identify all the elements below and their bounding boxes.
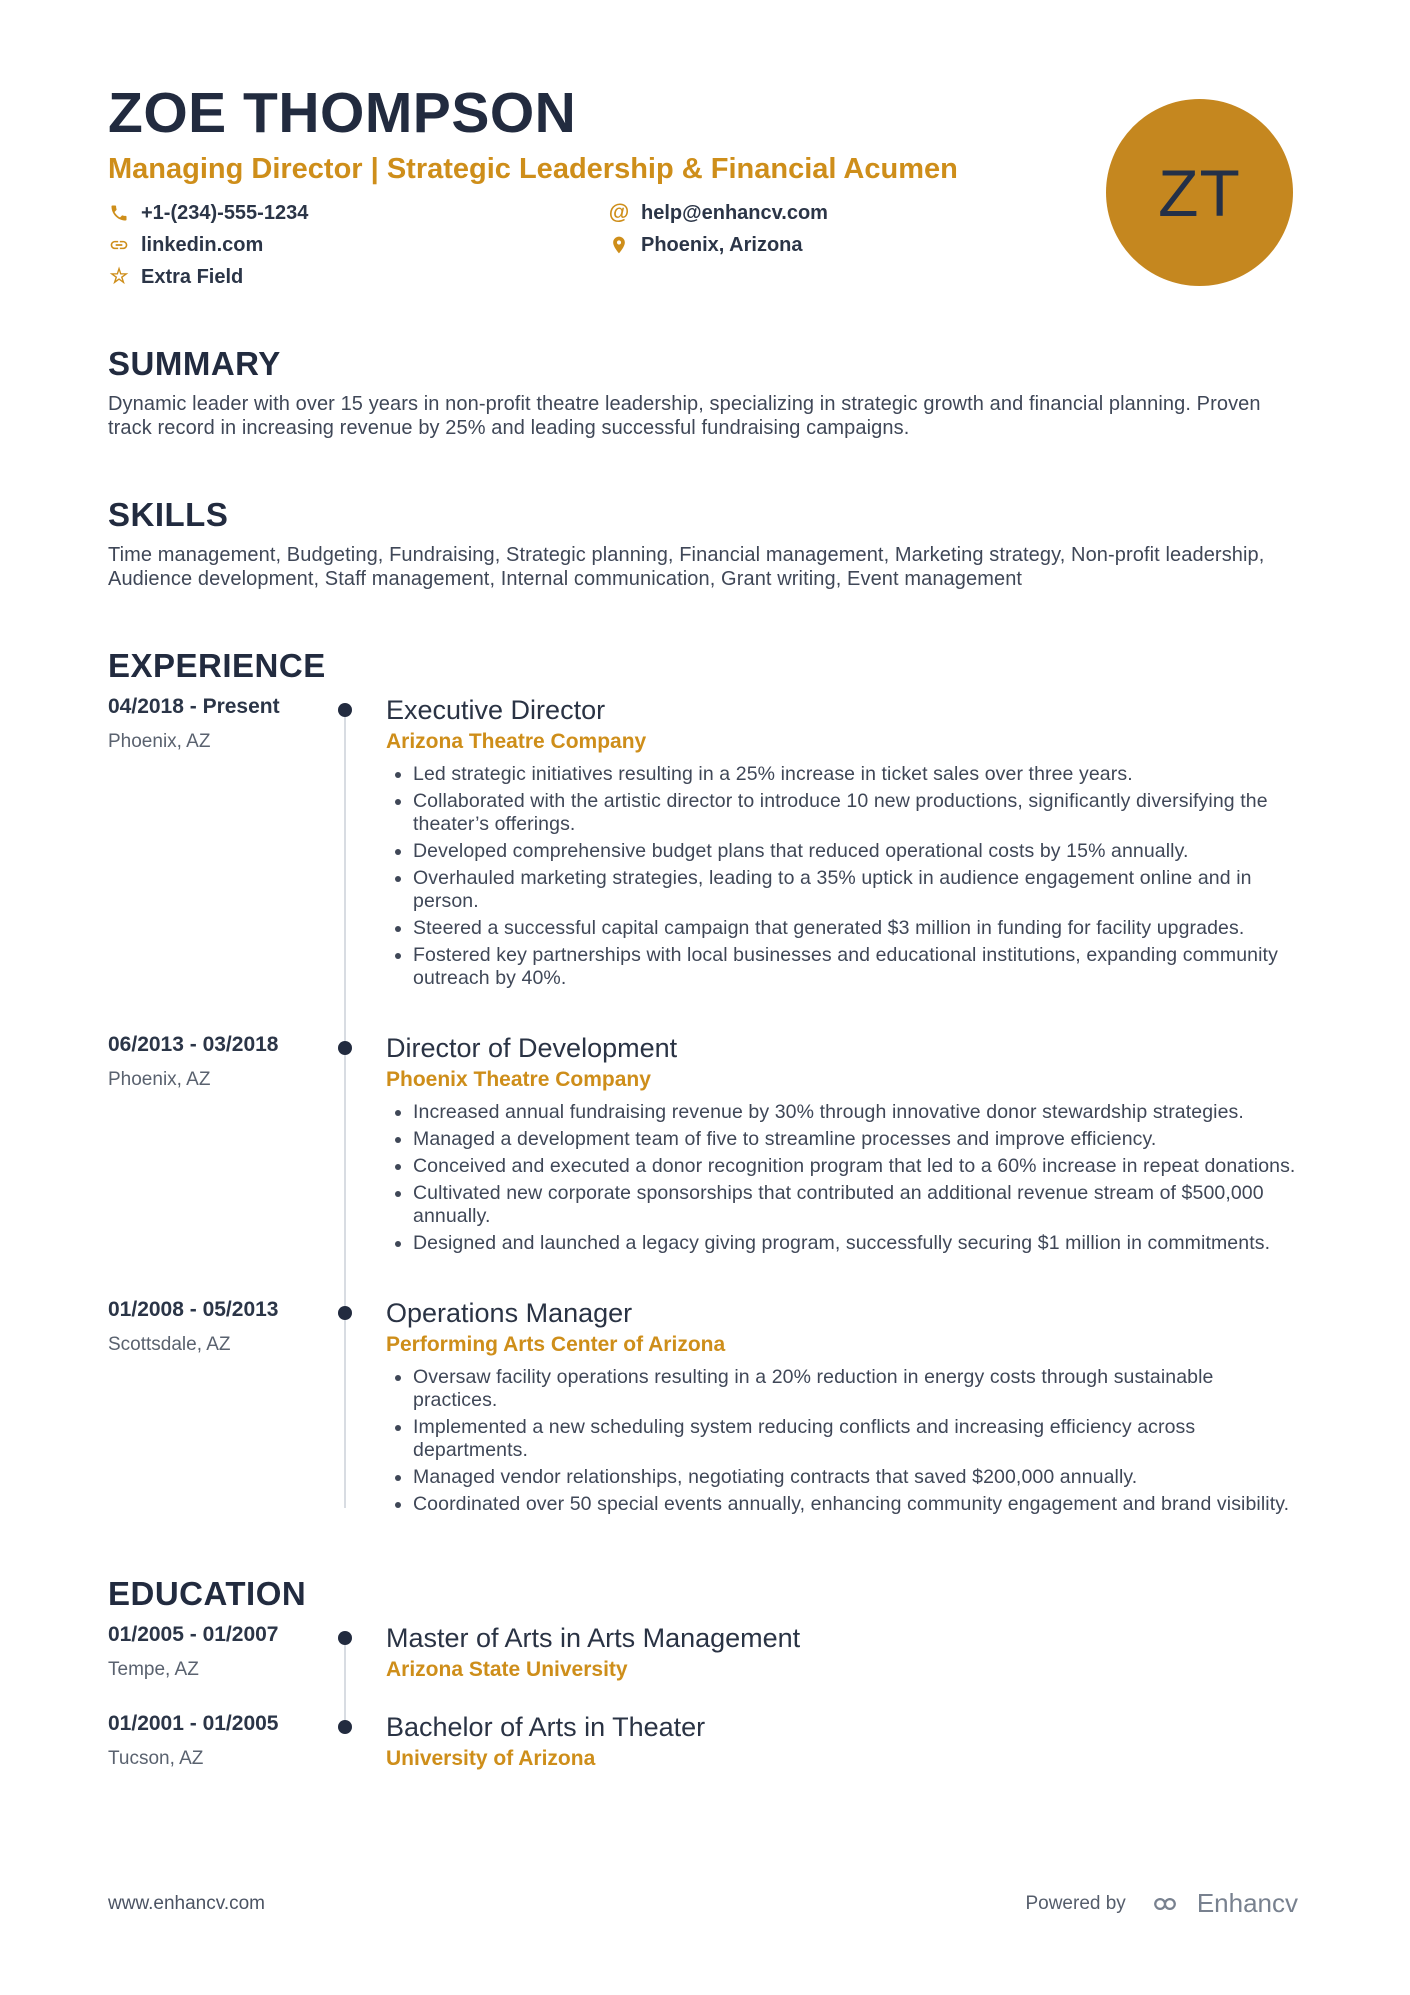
location-pin-icon bbox=[608, 234, 630, 256]
skills-text: Time management, Budgeting, Fundraising, Strategic planning, Financial management, Marketing strategy, Non-profit leadership, Audience development, Staff management, Internal communication, Grant writing, Event management bbox=[108, 543, 1265, 591]
company-name: Phoenix Theatre Company bbox=[386, 1067, 651, 1091]
bullet-item: • Overhauled marketing strategies, leading to a 35% uptick in audience engagement online and in person. bbox=[413, 867, 1302, 913]
person-name: ZOE THOMPSON bbox=[108, 81, 577, 145]
education-section bbox=[108, 1574, 1302, 1772]
summary-heading: SUMMARY bbox=[108, 344, 281, 382]
contact-email[interactable] bbox=[608, 200, 1108, 226]
job-title: Operations Manager bbox=[386, 1297, 633, 1328]
bullet-item: • Conceived and executed a donor recognition program that led to a 60% increase in repeat donations. bbox=[413, 1155, 1302, 1178]
school-name: University of Arizona bbox=[386, 1746, 596, 1770]
extra-field-text: Extra Field bbox=[141, 265, 244, 288]
bullet-item: • Designed and launched a legacy giving program, successfully securing $1 million in commitments. bbox=[413, 1232, 1302, 1255]
summary-section bbox=[108, 344, 1302, 441]
star-icon: ☆ bbox=[109, 264, 129, 288]
job-bullets bbox=[386, 763, 1302, 990]
entry-dates: 04/2018 - Present bbox=[108, 694, 280, 718]
job-bullets bbox=[386, 1101, 1302, 1255]
entry-meta bbox=[108, 1622, 322, 1683]
entry-location: Scottsdale, AZ bbox=[108, 1333, 231, 1355]
entry-location: Tucson, AZ bbox=[108, 1747, 204, 1769]
experience-section bbox=[108, 646, 1302, 1520]
entry-meta bbox=[108, 694, 322, 994]
experience-timeline bbox=[108, 694, 1302, 1520]
timeline-dot bbox=[338, 1720, 352, 1734]
enhancv-brand-name: Enhancv bbox=[1196, 1888, 1298, 1918]
timeline-dot bbox=[338, 703, 352, 717]
entry-dates: 01/2001 - 01/2005 bbox=[108, 1711, 279, 1735]
entry-location: Tempe, AZ bbox=[108, 1658, 199, 1680]
bullet-item: • Led strategic initiatives resulting in a 25% increase in ticket sales over three years. bbox=[413, 763, 1302, 786]
location-text: Phoenix, Arizona bbox=[641, 233, 803, 256]
contact-location bbox=[608, 232, 1108, 258]
bullet-item: • Managed a development team of five to streamline processes and improve efficiency. bbox=[413, 1128, 1302, 1151]
entry-content bbox=[322, 694, 1302, 994]
education-timeline bbox=[108, 1622, 1302, 1772]
bullet-item: • Cultivated new corporate sponsorships that contributed an additional revenue stream of $500,000 annually. bbox=[413, 1182, 1302, 1228]
entry-meta bbox=[108, 1297, 322, 1520]
bullet-item: • Developed comprehensive budget plans that reduced operational costs by 15% annually. bbox=[413, 840, 1302, 863]
contact-extra-field bbox=[108, 264, 608, 290]
job-title: Director of Development bbox=[386, 1032, 678, 1063]
bullet-item: • Managed vendor relationships, negotiating contracts that saved $200,000 annually. bbox=[413, 1466, 1302, 1489]
entry-content bbox=[322, 1297, 1302, 1520]
enhancv-url[interactable]: www.enhancv.com bbox=[108, 1892, 265, 1914]
skills-heading: SKILLS bbox=[108, 495, 229, 533]
skills-section bbox=[108, 495, 1302, 592]
experience-heading: EXPERIENCE bbox=[108, 646, 326, 684]
experience-entry bbox=[108, 1297, 1302, 1520]
company-name: Performing Arts Center of Arizona bbox=[386, 1332, 726, 1356]
bullet-item: • Coordinated over 50 special events annually, enhancing community engagement and brand visibility. bbox=[413, 1493, 1302, 1516]
website-url: linkedin.com bbox=[141, 233, 264, 256]
page-footer bbox=[108, 1888, 1298, 1919]
contact-phone bbox=[108, 200, 608, 226]
degree-title: Bachelor of Arts in Theater bbox=[386, 1711, 706, 1742]
bullet-item: • Fostered key partnerships with local businesses and educational institutions, expanding community outreach by 40%. bbox=[413, 944, 1302, 990]
entry-location: Phoenix, AZ bbox=[108, 730, 211, 752]
contact-website[interactable] bbox=[108, 232, 608, 258]
at-icon: @ bbox=[608, 200, 630, 224]
enhancv-brand[interactable] bbox=[1142, 1888, 1298, 1919]
headline: Managing Director | Strategic Leadership & Financial Acumen bbox=[108, 152, 958, 185]
entry-meta bbox=[108, 1711, 322, 1772]
experience-entry bbox=[108, 694, 1302, 994]
bullet-item: • Increased annual fundraising revenue by 30% through innovative donor stewardship strategies. bbox=[413, 1101, 1302, 1124]
contact-list bbox=[108, 200, 1108, 290]
avatar-initials: ZT bbox=[1158, 155, 1241, 230]
timeline-dot bbox=[338, 1041, 352, 1055]
powered-by bbox=[1025, 1888, 1298, 1919]
entry-content bbox=[322, 1032, 1302, 1259]
degree-title: Master of Arts in Arts Management bbox=[386, 1622, 801, 1653]
phone-icon bbox=[108, 202, 130, 224]
education-heading: EDUCATION bbox=[108, 1574, 307, 1612]
summary-text: Dynamic leader with over 15 years in non-profit theatre leadership, specializing in strategic growth and financial planning. Proven track record in increasing revenue by 25% and leading successful fundraising campaigns. bbox=[108, 392, 1261, 440]
powered-by-label: Powered by bbox=[1025, 1892, 1126, 1914]
timeline-dot bbox=[338, 1306, 352, 1320]
bullet-item: • Steered a successful capital campaign that generated $3 million in funding for facility upgrades. bbox=[413, 917, 1302, 940]
entry-content bbox=[322, 1711, 1302, 1772]
experience-entry bbox=[108, 1032, 1302, 1259]
company-name: Arizona Theatre Company bbox=[386, 729, 647, 753]
education-entry bbox=[108, 1711, 1302, 1772]
entry-content bbox=[322, 1622, 1302, 1683]
bullet-item: • Collaborated with the artistic director to introduce 10 new productions, significantly diversifying the theater’s offerings. bbox=[413, 790, 1302, 836]
school-name: Arizona State University bbox=[386, 1657, 628, 1681]
bullet-item: • Implemented a new scheduling system reducing conflicts and increasing efficiency across departments. bbox=[413, 1416, 1302, 1462]
bullet-item: • Oversaw facility operations resulting in a 20% reduction in energy costs through sustainable practices. bbox=[413, 1366, 1302, 1412]
entry-meta bbox=[108, 1032, 322, 1259]
job-title: Executive Director bbox=[386, 694, 606, 725]
enhancv-logo-icon bbox=[1142, 1891, 1188, 1917]
avatar bbox=[1106, 99, 1293, 286]
phone-number: +1-(234)-555-1234 bbox=[141, 201, 309, 224]
email-address: help@enhancv.com bbox=[641, 201, 828, 224]
entry-dates: 01/2005 - 01/2007 bbox=[108, 1622, 279, 1646]
entry-location: Phoenix, AZ bbox=[108, 1068, 211, 1090]
education-entry bbox=[108, 1622, 1302, 1683]
entry-dates: 06/2013 - 03/2018 bbox=[108, 1032, 279, 1056]
job-bullets bbox=[386, 1366, 1302, 1516]
entry-dates: 01/2008 - 05/2013 bbox=[108, 1297, 279, 1321]
link-icon bbox=[108, 234, 130, 256]
timeline-dot bbox=[338, 1631, 352, 1645]
